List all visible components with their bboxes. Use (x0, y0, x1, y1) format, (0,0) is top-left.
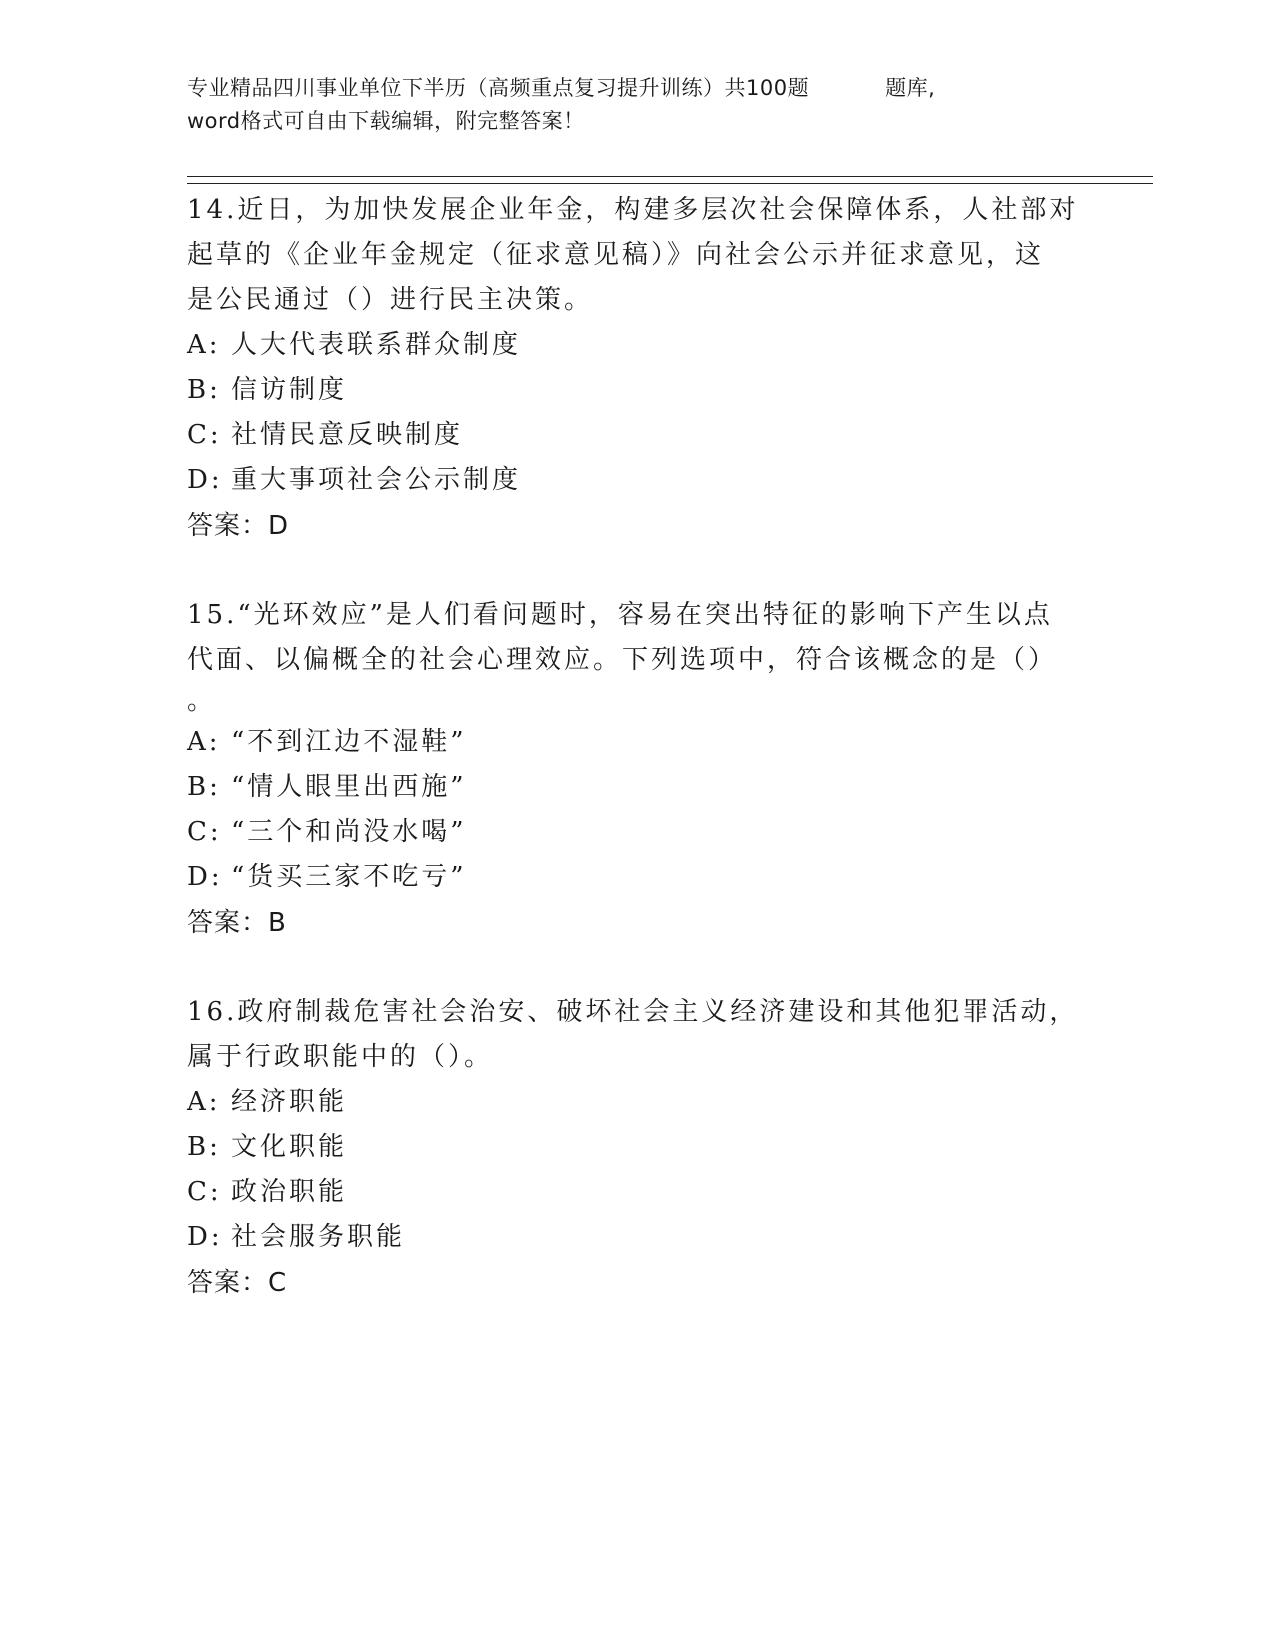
header-line-2: word格式可自由下载编辑，附完整答案！ (187, 109, 585, 133)
option-b (187, 368, 1087, 413)
option-letter: B: (187, 772, 221, 802)
header-line-1 (187, 72, 1067, 105)
option-c (187, 810, 1087, 855)
question-stem-line: 16.政府制裁危害社会治安、破坏社会主义经济建设和其他犯罪活动， (187, 997, 1079, 1027)
question-15 (187, 593, 1087, 946)
option-text: “货买三家不吃亏” (231, 862, 467, 892)
question-stem-line: 14.近日，为加快发展企业年金，构建多层次社会保障体系，人社部对 (187, 195, 1079, 225)
option-text: 政治职能 (231, 1177, 348, 1207)
option-letter: A: (187, 727, 221, 757)
option-d (187, 458, 1087, 503)
option-c (187, 1170, 1087, 1215)
option-text: 重大事项社会公示制度 (231, 465, 522, 495)
option-letter: D: (187, 862, 223, 892)
question-stem-line: 起草的《企业年金规定（征求意见稿）》向社会公示并征求意见，这 (187, 240, 1045, 270)
option-text: 信访制度 (231, 375, 348, 405)
option-text: 文化职能 (231, 1132, 348, 1162)
option-b (187, 1125, 1087, 1170)
answer-label: 答案：D (187, 511, 290, 541)
header-divider-bottom (187, 183, 1153, 184)
option-text: “情人眼里出西施” (231, 772, 467, 802)
option-letter: B: (187, 375, 221, 405)
option-c (187, 413, 1087, 458)
header-divider-top (187, 176, 1153, 177)
option-d (187, 1215, 1087, 1260)
answer-label: 答案：B (187, 908, 287, 938)
option-text: “不到江边不湿鞋” (231, 727, 467, 757)
option-text: 社情民意反映制度 (231, 420, 464, 450)
question-stem-line: 代面、以偏概全的社会心理效应。下列选项中，符合该概念的是（） (187, 645, 1058, 675)
option-letter: D: (187, 1222, 223, 1252)
option-text: 人大代表联系群众制度 (231, 330, 522, 360)
question-list (187, 188, 1087, 1350)
option-d (187, 855, 1087, 900)
question-stem-tail: 。 (187, 686, 217, 716)
option-letter: C: (187, 420, 222, 450)
option-a (187, 1080, 1087, 1125)
option-letter: D: (187, 465, 223, 495)
option-b (187, 765, 1087, 810)
question-14 (187, 188, 1087, 549)
question-stem-line: 是公民通过（）进行民主决策。 (187, 285, 594, 315)
option-text: 经济职能 (231, 1087, 348, 1117)
question-stem-line: 15.“光环效应”是人们看问题时，容易在突出特征的影响下产生以点 (187, 600, 1053, 630)
option-a (187, 720, 1087, 765)
header-title-suffix: 题库, (885, 76, 936, 100)
header-title: 专业精品四川事业单位下半历（高频重点复习提升训练）共100题 (187, 76, 810, 100)
answer-label: 答案：C (187, 1268, 288, 1298)
option-letter: A: (187, 330, 221, 360)
option-letter: B: (187, 1132, 221, 1162)
option-letter: C: (187, 817, 222, 847)
question-stem-line: 属于行政职能中的（）。 (187, 1042, 494, 1072)
option-text: 社会服务职能 (231, 1222, 406, 1252)
question-16 (187, 990, 1087, 1306)
option-letter: A: (187, 1087, 221, 1117)
option-a (187, 323, 1087, 368)
option-letter: C: (187, 1177, 222, 1207)
option-text: “三个和尚没水喝” (231, 817, 467, 847)
document-header (187, 72, 1067, 138)
